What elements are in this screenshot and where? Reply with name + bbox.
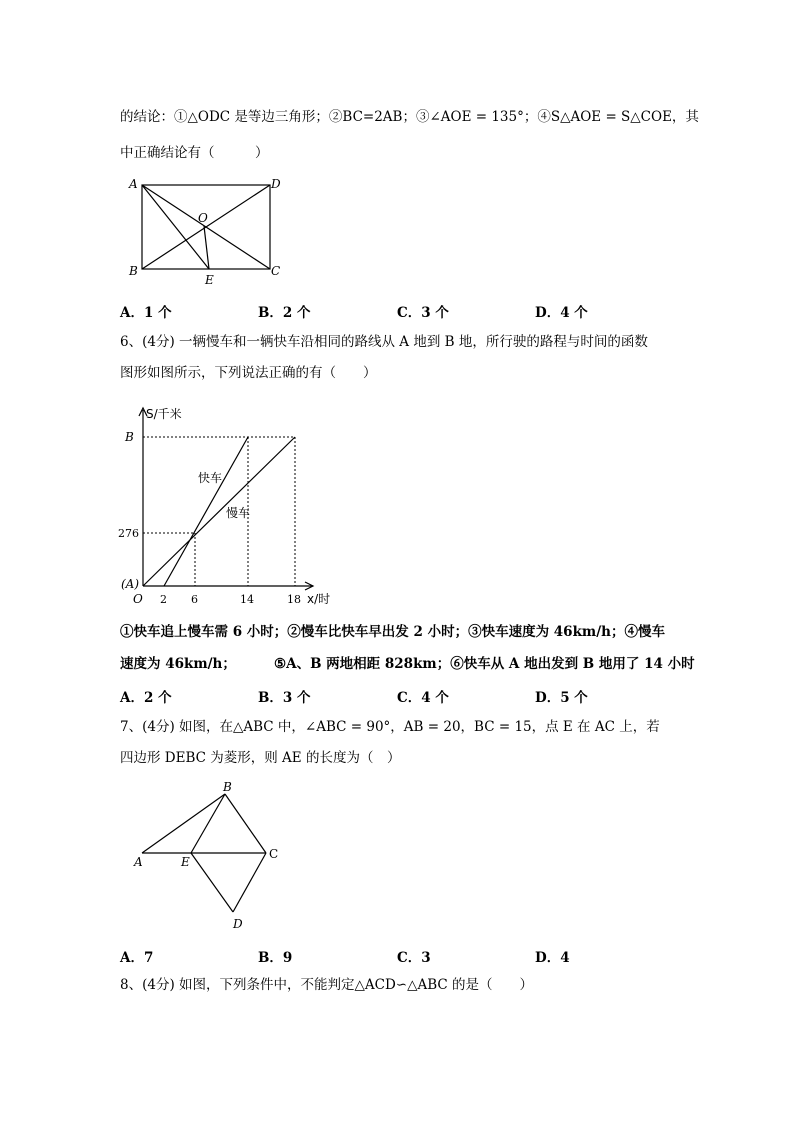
q7-option-c[interactable]: C．3 bbox=[397, 950, 431, 966]
tick-b: B bbox=[125, 430, 134, 444]
q7-rhombus-figure bbox=[130, 778, 300, 933]
tick-2: 2 bbox=[160, 593, 167, 606]
q7-option-d[interactable]: D．4 bbox=[535, 950, 570, 966]
segment-ae bbox=[142, 185, 209, 269]
segment-eb bbox=[191, 794, 225, 853]
y-axis-label: S/千米 bbox=[146, 407, 182, 421]
label-e: E bbox=[205, 273, 214, 287]
q6-statements-line1: ①快车追上慢车需 6 小时；②慢车比快车早出发 2 小时；③快车速度为 46km/h；④慢车 bbox=[120, 624, 665, 640]
origin-o-label: O bbox=[133, 592, 143, 606]
tick-14: 14 bbox=[240, 593, 254, 606]
q7-text-line2: 四边形 DEBC 为菱形，则 AE 的长度为（ ） bbox=[120, 750, 401, 766]
q6-option-b[interactable]: B．3 个 bbox=[258, 690, 311, 706]
q6-option-a[interactable]: A．2 个 bbox=[120, 690, 172, 706]
segment-dc bbox=[233, 853, 266, 912]
origin-a-label: (A) bbox=[121, 577, 140, 591]
x-axis-label: x/时 bbox=[307, 592, 331, 606]
label-d: D bbox=[271, 177, 281, 191]
q7-option-a[interactable]: A．7 bbox=[120, 950, 154, 966]
segment-ab bbox=[142, 794, 225, 853]
slow-car-label: 慢车 bbox=[226, 506, 251, 520]
label-a: A bbox=[129, 177, 138, 191]
fast-car-label: 快车 bbox=[198, 471, 223, 485]
tick-276: 276 bbox=[118, 527, 139, 540]
label-o: O bbox=[198, 211, 208, 225]
tick-18: 18 bbox=[287, 593, 301, 606]
q6-option-d[interactable]: D．5 个 bbox=[535, 690, 588, 706]
q8-text-line1: 8、(4分) 如图，下列条件中，不能判定△ACD∽△ABC 的是（ ） bbox=[120, 977, 534, 993]
label-c: C bbox=[271, 264, 281, 278]
q5-option-c[interactable]: C．3 个 bbox=[397, 305, 449, 321]
q5-rectangle-figure bbox=[125, 176, 295, 286]
segment-bc bbox=[225, 794, 266, 853]
tick-6: 6 bbox=[191, 593, 198, 606]
label-e: E bbox=[181, 855, 190, 869]
q6-distance-time-graph bbox=[115, 400, 345, 615]
label-b: B bbox=[223, 780, 232, 794]
segment-oe bbox=[204, 226, 209, 269]
segment-ed bbox=[191, 853, 233, 912]
q7-option-b[interactable]: B．9 bbox=[258, 950, 293, 966]
label-b: B bbox=[129, 264, 138, 278]
q6-statements-line2a: 速度为 46km/h； bbox=[120, 656, 236, 672]
label-a: A bbox=[134, 855, 143, 869]
q5-text-line1: 的结论：①△ODC 是等边三角形；②BC=2AB；③∠AOE = 135°；④S△AOE = S△COE，其 bbox=[120, 109, 699, 125]
q5-option-d[interactable]: D．4 个 bbox=[535, 305, 588, 321]
q6-text-line2: 图形如图所示，下列说法正确的有（ ） bbox=[120, 365, 377, 381]
slow-car-line bbox=[143, 437, 295, 586]
q6-statements-line2b: ⑤A、B 两地相距 828km；⑥快车从 A 地出发到 B 地用了 14 小时 bbox=[274, 656, 695, 672]
q6-text-line1: 6、(4分) 一辆慢车和一辆快车沿相同的路线从 A 地到 B 地，所行驶的路程与时间的函数 bbox=[120, 334, 648, 350]
q6-option-c[interactable]: C．4 个 bbox=[397, 690, 449, 706]
q5-option-b[interactable]: B．2 个 bbox=[258, 305, 311, 321]
label-c: C bbox=[269, 847, 279, 861]
q7-text-line1: 7、(4分) 如图，在△ABC 中，∠ABC = 90°，AB = 20，BC = 15，点 E 在 AC 上，若 bbox=[120, 719, 660, 735]
q5-option-a[interactable]: A．1 个 bbox=[120, 305, 172, 321]
q5-text-line2: 中正确结论有（ ） bbox=[120, 145, 269, 161]
label-d: D bbox=[233, 917, 243, 931]
